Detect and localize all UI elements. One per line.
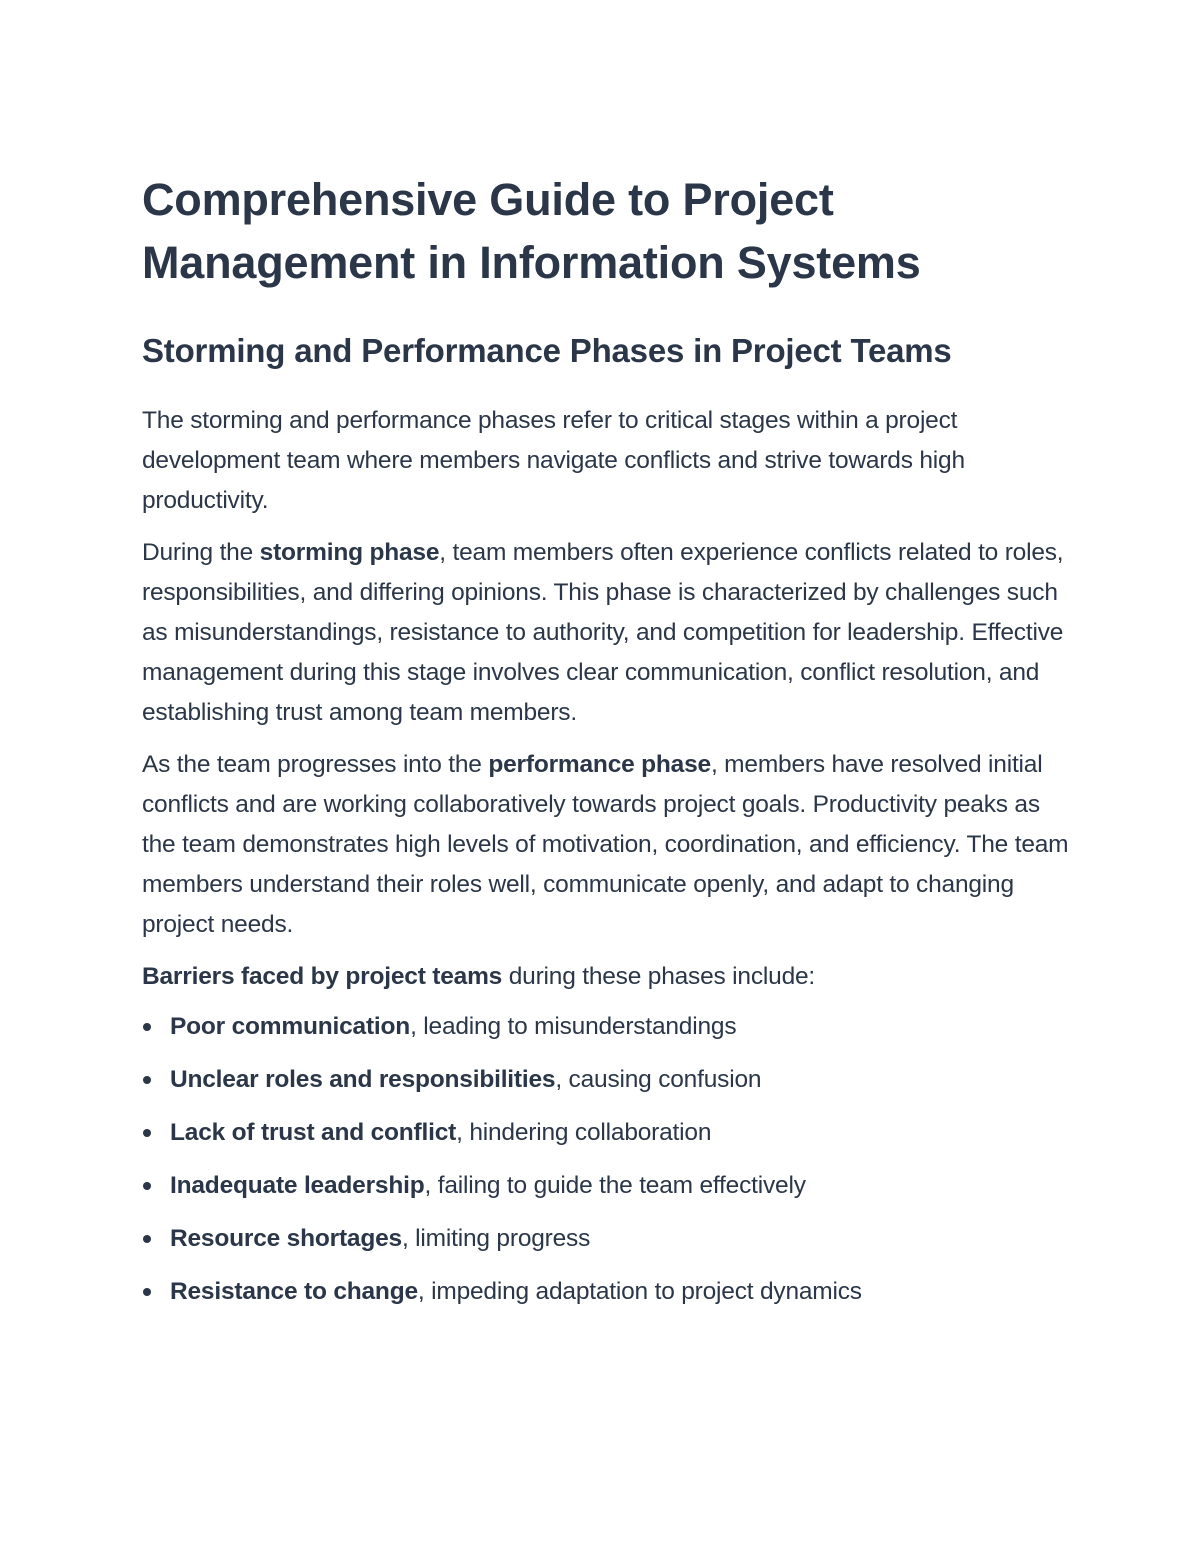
performance-paragraph xyxy=(142,745,1072,945)
section-heading: Storming and Performance Phases in Project Teams xyxy=(142,332,952,369)
intro-paragraph: The storming and performance phases refer to critical stages within a project development team where members navigate conflicts and strive towards high productivity. xyxy=(142,407,965,514)
document-page xyxy=(142,168,1072,1325)
barrier-text: , causing confusion xyxy=(555,1066,762,1093)
barrier-text: , leading to misunderstandings xyxy=(410,1013,737,1040)
storming-term: storming phase xyxy=(259,539,440,566)
bullet-icon xyxy=(143,1235,151,1243)
barrier-term: Lack of trust and conflict xyxy=(170,1119,457,1146)
bullet-icon xyxy=(143,1076,151,1084)
performance-lead: As the team progresses into the xyxy=(142,751,489,778)
barrier-text: , impeding adaptation to project dynamics xyxy=(417,1278,862,1305)
barrier-term: Resistance to change xyxy=(170,1278,418,1305)
barriers-list xyxy=(142,1007,1072,1312)
barrier-text: , limiting progress xyxy=(401,1225,591,1252)
barrier-term: Unclear roles and responsibilities xyxy=(170,1066,556,1093)
list-item xyxy=(142,1166,1072,1206)
list-item xyxy=(142,1219,1072,1259)
barrier-text: , hindering collaboration xyxy=(456,1119,712,1146)
barrier-term: Resource shortages xyxy=(170,1225,402,1252)
performance-term: performance phase xyxy=(488,751,711,778)
barriers-intro-text: during these phases include: xyxy=(502,963,816,990)
list-item xyxy=(142,1113,1072,1153)
list-item xyxy=(142,1007,1072,1047)
barrier-term: Inadequate leadership xyxy=(170,1172,425,1199)
storming-lead: During the xyxy=(142,539,260,566)
storming-text: , team members often experience conflicts related to roles, responsibilities, and differing opinions. This phase is characterized by challenges such as misunderstandings, resistance to authority, and competition for leadership. Effective management during this stage involves clear communication, conflict resolution, and establishing trust among team members. xyxy=(142,539,1064,726)
barriers-intro-term: Barriers faced by project teams xyxy=(142,963,503,990)
list-item xyxy=(142,1060,1072,1100)
storming-paragraph xyxy=(142,533,1072,733)
document-title: Comprehensive Guide to Project Management in Information Systems xyxy=(142,174,921,288)
barriers-intro xyxy=(142,957,1072,997)
bullet-icon xyxy=(143,1129,151,1137)
performance-text: , members have resolved initial conflicts and are working collaboratively towards project goals. Productivity peaks as the team demonstrates high levels of motivation, coordination, and efficiency. The team members understand their roles well, communicate openly, and adapt to changing project needs. xyxy=(142,751,1069,938)
barrier-text: , failing to guide the team effectively xyxy=(424,1172,806,1199)
bullet-icon xyxy=(143,1182,151,1190)
barrier-term: Poor communication xyxy=(170,1013,411,1040)
bullet-icon xyxy=(143,1288,151,1296)
bullet-icon xyxy=(143,1023,151,1031)
list-item xyxy=(142,1272,1072,1312)
